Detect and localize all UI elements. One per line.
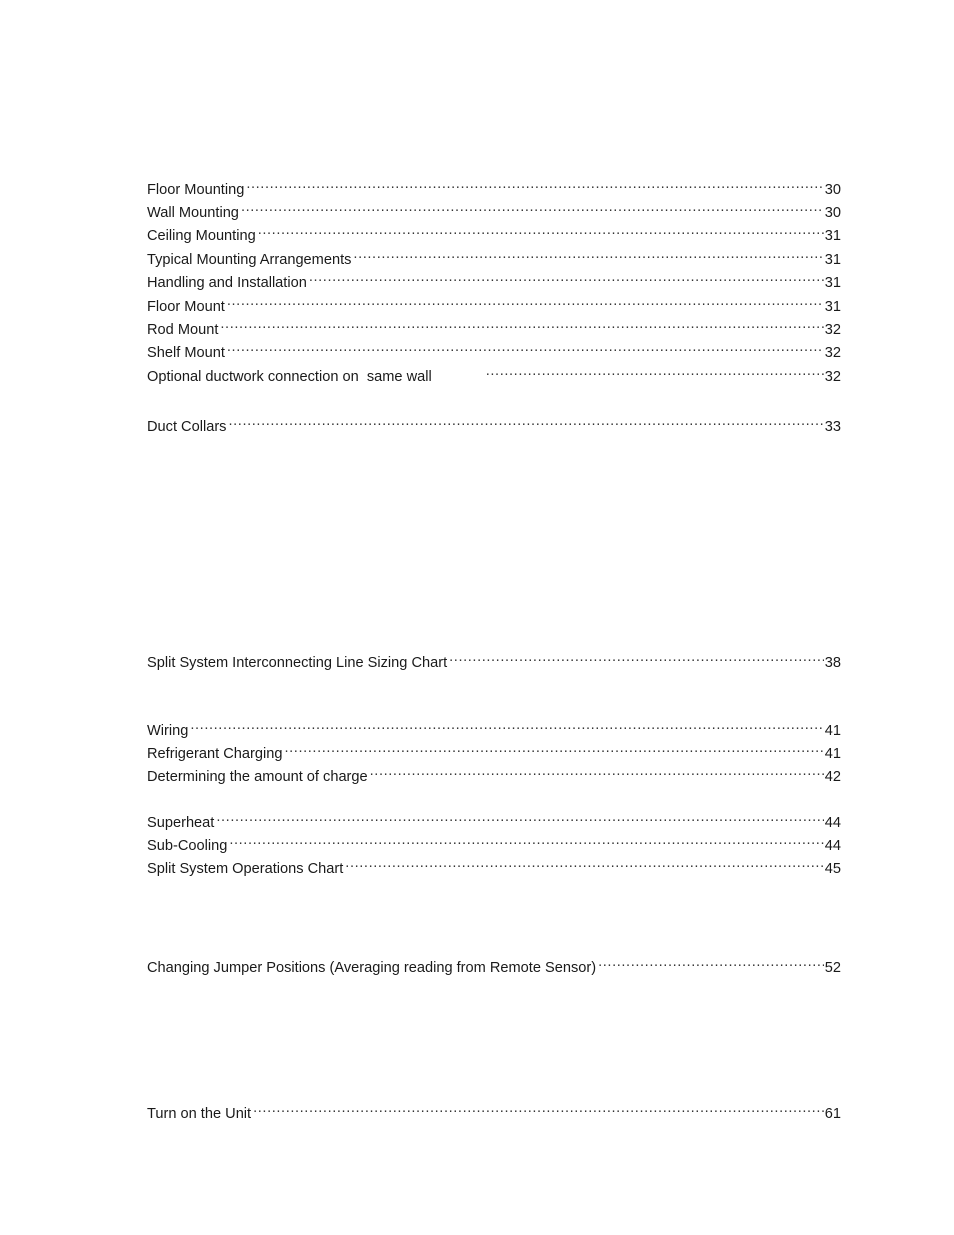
toc-entry-sub-cooling[interactable] — [147, 830, 841, 854]
toc-page-number: 41 — [824, 723, 841, 739]
dot-leader — [216, 807, 823, 827]
toc-entry-handling-and-installation[interactable] — [147, 267, 841, 291]
toc-entry-title: Wall Mounting — [147, 205, 239, 221]
toc-entry-rod-mount[interactable] — [147, 314, 841, 338]
toc-entry-title: Floor Mounting — [147, 182, 245, 198]
toc-entry-title: Optional ductwork connection on same wall — [147, 369, 432, 385]
toc-entry-title: Wiring — [147, 723, 189, 739]
toc-entry-title: Duct Collars — [147, 419, 227, 435]
toc-entry-title: Shelf Mount — [147, 345, 225, 361]
toc-entry-title: Split System Interconnecting Line Sizing Chart — [147, 655, 448, 671]
toc-entry-shelf-mount[interactable] — [147, 337, 841, 361]
toc-entry-title: Ceiling Mounting — [147, 228, 256, 244]
toc-entry-title: Determining the amount of charge — [147, 769, 368, 785]
toc-entry-title: Changing Jumper Positions (Averaging reading from Remote Sensor) — [147, 960, 597, 976]
toc-page-number: 31 — [824, 275, 841, 291]
toc-page-number: 42 — [824, 769, 841, 785]
dot-leader — [227, 337, 824, 357]
dot-leader — [353, 244, 823, 264]
toc-page-number: 31 — [824, 228, 841, 244]
toc-page-number: 45 — [824, 861, 841, 877]
toc-entry-title: Handling and Installation — [147, 275, 307, 291]
toc-entry-title: Refrigerant Charging — [147, 746, 283, 762]
dot-leader — [449, 647, 824, 667]
toc-entry-title: Rod Mount — [147, 322, 219, 338]
dot-leader — [229, 830, 823, 850]
toc-page-number: 30 — [824, 205, 841, 221]
toc-entry-ceiling-mounting[interactable] — [147, 220, 841, 244]
toc-page-number: 61 — [824, 1106, 841, 1122]
toc-page-number: 31 — [824, 252, 841, 268]
toc-page-number: 44 — [824, 815, 841, 831]
toc-entry-turn-on-the-unit[interactable] — [147, 1098, 841, 1122]
toc-page-number: 32 — [824, 345, 841, 361]
toc-entry-title: Typical Mounting Arrangements — [147, 252, 352, 268]
toc-page-number: 30 — [824, 182, 841, 198]
toc-entry-floor-mounting[interactable] — [147, 174, 841, 198]
dot-leader — [228, 411, 823, 431]
toc-entry-title: Floor Mount — [147, 299, 225, 315]
dot-leader — [241, 197, 824, 217]
toc-entry-refrigerant-charging[interactable] — [147, 738, 841, 762]
toc-entry-wall-mounting[interactable] — [147, 197, 841, 221]
dot-leader — [258, 220, 824, 240]
dot-leader — [220, 314, 823, 334]
dot-leader — [246, 174, 823, 194]
dot-leader — [598, 952, 824, 972]
dot-leader — [345, 853, 823, 873]
toc-page-number: 32 — [824, 369, 841, 385]
toc-page-number: 44 — [824, 838, 841, 854]
toc-entry-duct-collars[interactable] — [147, 411, 841, 435]
dot-leader — [486, 361, 824, 381]
toc-entry-operations-chart[interactable] — [147, 853, 841, 877]
toc-page-number: 41 — [824, 746, 841, 762]
toc-entry-title: Turn on the Unit — [147, 1106, 252, 1122]
toc-entry-optional-ductwork-connection[interactable] — [147, 361, 841, 385]
dot-leader — [190, 715, 823, 735]
toc-entry-title: Superheat — [147, 815, 215, 831]
toc-page-number: 31 — [824, 299, 841, 315]
toc-page-number: 38 — [824, 655, 841, 671]
toc-page-number: 33 — [824, 419, 841, 435]
toc-entry-superheat[interactable] — [147, 807, 841, 831]
toc-entry-wiring[interactable] — [147, 715, 841, 739]
toc-entry-title: Split System Operations Chart — [147, 861, 344, 877]
dot-leader — [284, 738, 823, 758]
toc-page-number: 52 — [824, 960, 841, 976]
toc-entry-changing-jumper-positions[interactable] — [147, 952, 841, 976]
toc-entry-determining-charge[interactable] — [147, 761, 841, 785]
toc-page-number: 32 — [824, 322, 841, 338]
toc-entry-floor-mount[interactable] — [147, 291, 841, 315]
dot-leader — [370, 761, 824, 781]
toc-entry-title: Sub-Cooling — [147, 838, 228, 854]
dot-leader — [309, 267, 824, 287]
dot-leader — [253, 1098, 824, 1118]
toc-entry-typical-mounting-arrangements[interactable] — [147, 244, 841, 268]
toc-entry-line-sizing-chart[interactable] — [147, 647, 841, 671]
dot-leader — [227, 291, 824, 311]
